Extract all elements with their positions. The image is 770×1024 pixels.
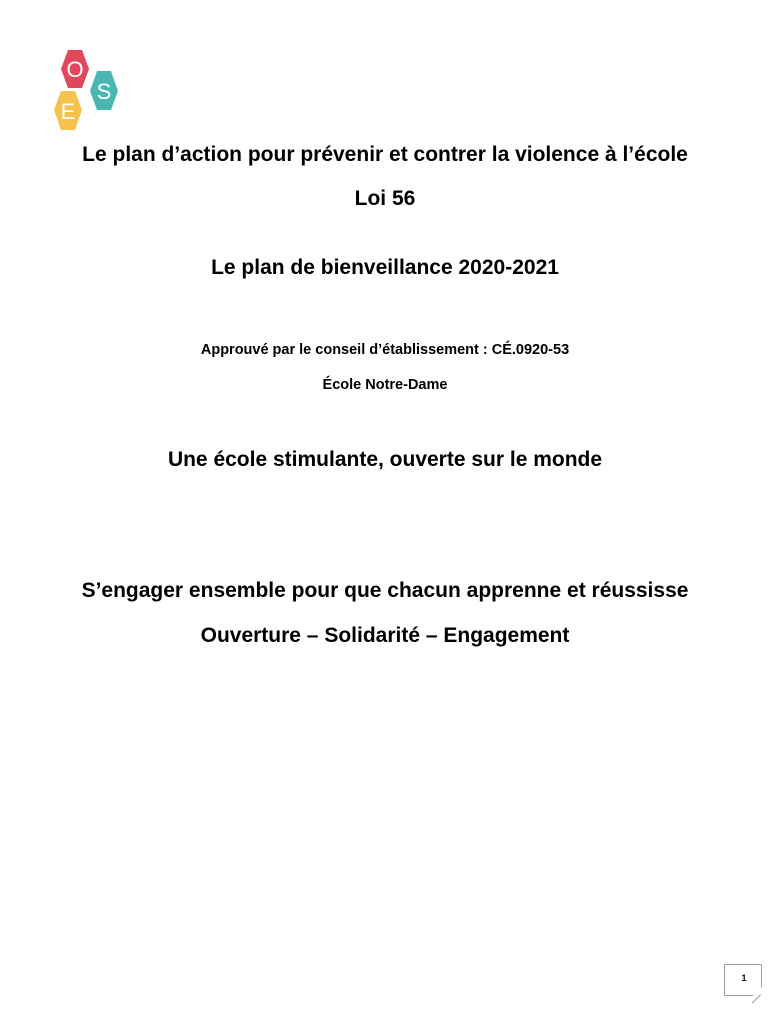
- logo-letter-e: E: [60, 99, 76, 124]
- logo-letter-o: O: [66, 57, 84, 82]
- document-title: Le plan d’action pour prévenir et contrer la violence à l’école: [82, 143, 688, 166]
- ose-logo: [44, 44, 140, 140]
- logo-letter-s: S: [96, 79, 112, 104]
- school-name: École Notre-Dame: [322, 377, 448, 393]
- approval-line: Approuvé par le conseil d’établissement : CÉ.0920-53: [200, 342, 570, 358]
- school-tagline: Une école stimulante, ouverte sur le monde: [167, 448, 603, 471]
- school-values: Ouverture – Solidarité – Engagement: [200, 624, 570, 647]
- mission-statement: S’engager ensemble pour que chacun apprenne et réussisse: [81, 579, 689, 602]
- page-number-box: [724, 964, 762, 996]
- page-number: 1: [741, 973, 747, 983]
- hexagon-logo-icon: [44, 44, 140, 140]
- law-reference: Loi 56: [354, 187, 416, 210]
- plan-title: Le plan de bienveillance 2020-2021: [211, 256, 559, 279]
